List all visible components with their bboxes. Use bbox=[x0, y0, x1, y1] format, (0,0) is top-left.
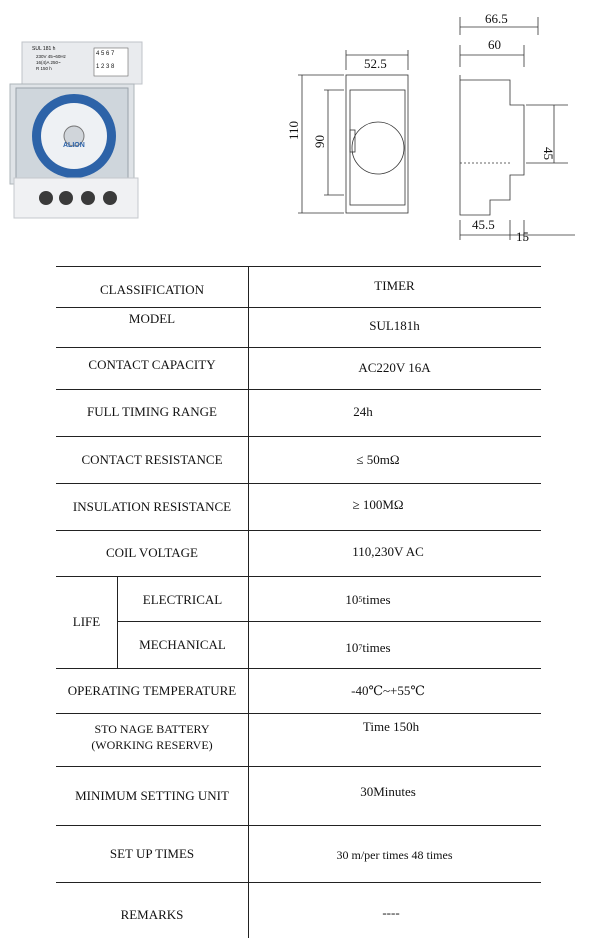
electrical-base: 10 bbox=[345, 592, 359, 607]
label-model: MODEL bbox=[128, 311, 176, 326]
value-classification: TIMER bbox=[374, 278, 415, 293]
value-minimum-setting-unit: 30Minutes bbox=[360, 784, 416, 799]
value-life-electrical: 10 5 times bbox=[345, 592, 391, 607]
product-brand: ALION bbox=[63, 142, 85, 149]
value-insulation-resistance: ≥ 100MΩ bbox=[352, 497, 404, 512]
value-model: SUL181h bbox=[369, 318, 420, 333]
product-spec-2: 16(4)A 250~ bbox=[36, 60, 61, 65]
label-set-up-times: SET UP TIMES bbox=[109, 846, 195, 861]
product-spec-1: 230V 45~60Hz bbox=[36, 54, 66, 59]
product-contacts-bottom: 1 2 3 8 bbox=[96, 64, 115, 70]
value-operating-temperature: -40℃~+55℃ bbox=[351, 683, 425, 698]
label-coil-voltage: COIL VOLTAGE bbox=[105, 545, 198, 560]
value-contact-resistance: ≤ 50mΩ bbox=[356, 452, 400, 467]
label-life-mechanical: MECHANICAL bbox=[139, 637, 226, 652]
storage-battery-line1: STO NAGE BATTERY bbox=[94, 722, 210, 736]
label-minimum-setting-unit: MINIMUM SETTING UNIT bbox=[75, 788, 229, 803]
dim-side-width: 60 bbox=[488, 37, 501, 52]
label-classification: CLASSIFICATION bbox=[99, 282, 204, 297]
storage-battery-line2: (WORKING RESERVE) bbox=[91, 738, 213, 752]
mechanical-unit: times bbox=[362, 640, 391, 655]
label-storage-battery bbox=[56, 718, 248, 756]
product-model-label: SUL 181 h bbox=[32, 46, 56, 52]
label-operating-temperature: OPERATING TEMPERATURE bbox=[67, 683, 237, 698]
dim-side-step-height: 45 bbox=[541, 147, 556, 160]
product-spec-3: R 150 h bbox=[36, 66, 52, 71]
label-remarks: REMARKS bbox=[120, 907, 184, 922]
value-set-up-times: 30 m/per times 48 times bbox=[336, 848, 453, 862]
dim-side-base-width: 45.5 bbox=[472, 217, 495, 232]
dim-front-width: 52.5 bbox=[364, 56, 387, 71]
value-life-mechanical: 10 7 times bbox=[345, 640, 391, 655]
value-remarks: ---- bbox=[382, 905, 400, 920]
label-insulation-resistance: INSULATION RESISTANCE bbox=[72, 499, 232, 514]
label-contact-resistance: CONTACT RESISTANCE bbox=[81, 452, 223, 467]
label-life: LIFE bbox=[72, 614, 101, 629]
dim-side-total-width: 66.5 bbox=[485, 11, 508, 26]
value-coil-voltage: 110,230V AC bbox=[352, 544, 424, 559]
product-contacts-top: 4 5 6 7 bbox=[96, 51, 115, 57]
value-full-timing-range: 24h bbox=[353, 404, 373, 419]
dim-height-inner: 90 bbox=[312, 135, 327, 148]
electrical-unit: times bbox=[362, 592, 391, 607]
value-storage-battery: Time 150h bbox=[362, 719, 420, 734]
label-life-electrical: ELECTRICAL bbox=[142, 592, 223, 607]
label-contact-capacity: CONTACT CAPACITY bbox=[88, 357, 216, 372]
dim-height-outer: 110 bbox=[286, 120, 301, 140]
value-contact-capacity: AC220V 16A bbox=[358, 360, 431, 375]
dim-side-offset: 15 bbox=[516, 229, 529, 244]
label-full-timing-range: FULL TIMING RANGE bbox=[87, 404, 217, 419]
mechanical-base: 10 bbox=[345, 640, 359, 655]
